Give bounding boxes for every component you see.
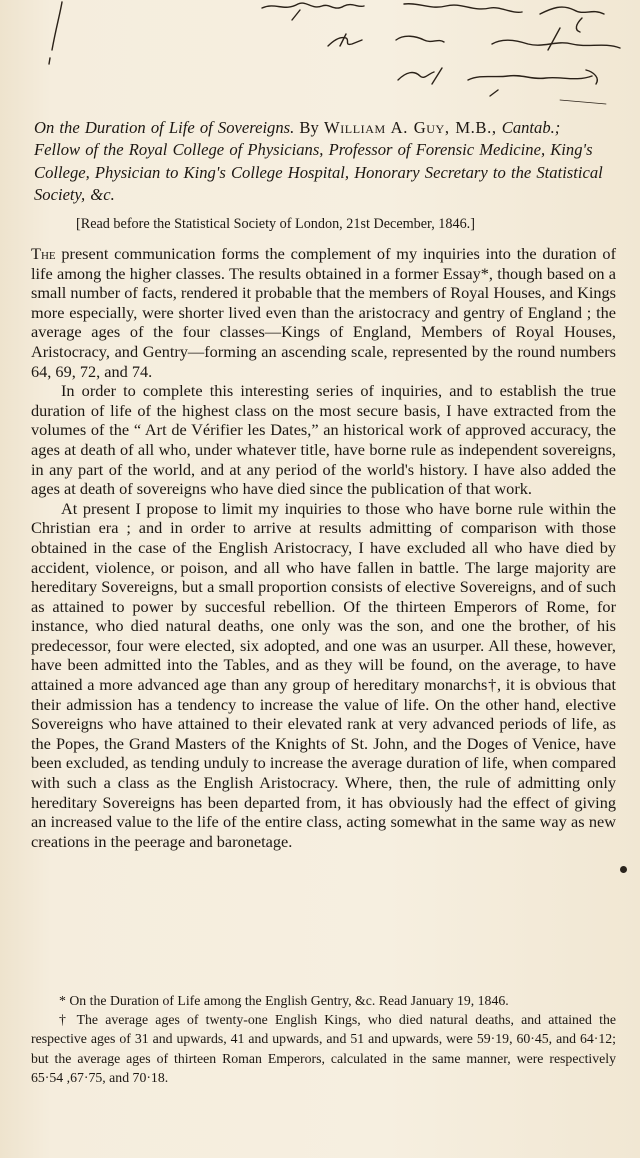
author-affiliation: Cantab.; Fellow of the Royal College of Physicians, Professor of Forensic Medicine, King's College, Physician to King's College Hospital, Honorary Secretary to the Statistical Society, &c.	[34, 118, 603, 204]
author-name: William A. Guy, M.B.,	[323, 118, 497, 137]
by-word: By	[294, 118, 324, 137]
paragraph-1	[31, 244, 616, 381]
footnotes	[31, 991, 616, 1087]
footnote-1: * On the Duration of Life among the English Gentry, &c. Read January 19, 1846.	[59, 993, 509, 1008]
footnote-2: † The average ages of twenty-one English Kings, who died natural deaths, and attained the respective ages of 31 and upwards, 41 and upwards, and 51 and upwards, were 59·19, 60·45, and 64·12; but the average ages of thirteen Roman Emperors, calculated in the same manner, were respectively 65·54 ,67·75, and 70·18.	[31, 1012, 616, 1085]
handwritten-inscription	[0, 0, 640, 112]
paragraph-1-lead: The	[31, 244, 56, 263]
paragraph-1-text: present communication forms the complement of my inquiries into the duration of life among the higher classes. The results obtained in a former Essay*, though based on a small number of facts, rendered it probable that the members of Royal Houses, and Kings more especially, were shorter lived even than the aristocracy and gentry of England ; the average ages of the four classes—Kings of England, Members of Royal Houses, Aristocracy, and Gentry—forming an ascending scale, represented by the round numbers 64, 69, 72, and 74.	[31, 244, 616, 381]
read-before-note: [Read before the Statistical Society of London, 21st December, 1846.]	[76, 216, 475, 232]
article-header	[34, 117, 608, 206]
ink-spot	[620, 866, 627, 873]
paragraph-2: In order to complete this interesting series of inquiries, and to establish the true duration of life of the highest class on the most secure basis, I have extracted from the volumes of the “ Art de Vérifier les Dates,” an historical work of approved accuracy, the ages at death of all who, under whatever title, have borne rule as independent sovereigns, in any part of the world, and at any period of the world's history. I have also added the ages at death of sovereigns who have died since the publication of that work.	[31, 381, 616, 499]
article-title: On the Duration of Life of Sovereigns.	[34, 118, 295, 137]
paragraph-3: At present I propose to limit my inquiries to those who have borne rule within the Christian era ; and in order to arrive at results admitting of comparison with those obtained in the case of the English Aristocracy, I have excluded all who have died by accident, violence, or poison, and all who have fallen in battle. The large majority are hereditary Sovereigns, but a small proportion consists of elective Sovereigns, and of such as attained to power by succesful rebellion. Of the thirteen Emperors of Rome, for instance, who died natural deaths, one only was the son, and one the brother, of his predecessor, four were elected, six adopted, and one was an usurper. All these, however, have been admitted into the Tables, and as they will be found, on the average, to have attained a more advanced age than any group of hereditary monarchs†, it is obvious that their admission has a tendency to increase the value of life. On the other hand, elective Sovereigns who have attained to their elevated rank at very advanced periods of life, as the Popes, the Grand Masters of the Knights of St. John, and the Doges of Venice, have been excluded, as tending unduly to increase the average duration of life, when compared with such a class as the English Aristocracy. Where, then, the rule of admitting only hereditary Sovereigns has been departed from, it has obviously had the effect of giving an increased value to the life of the entire class, acting somewhat in the same way as new creations in the peerage and baronetage.	[31, 498, 616, 851]
article-body	[31, 244, 616, 851]
